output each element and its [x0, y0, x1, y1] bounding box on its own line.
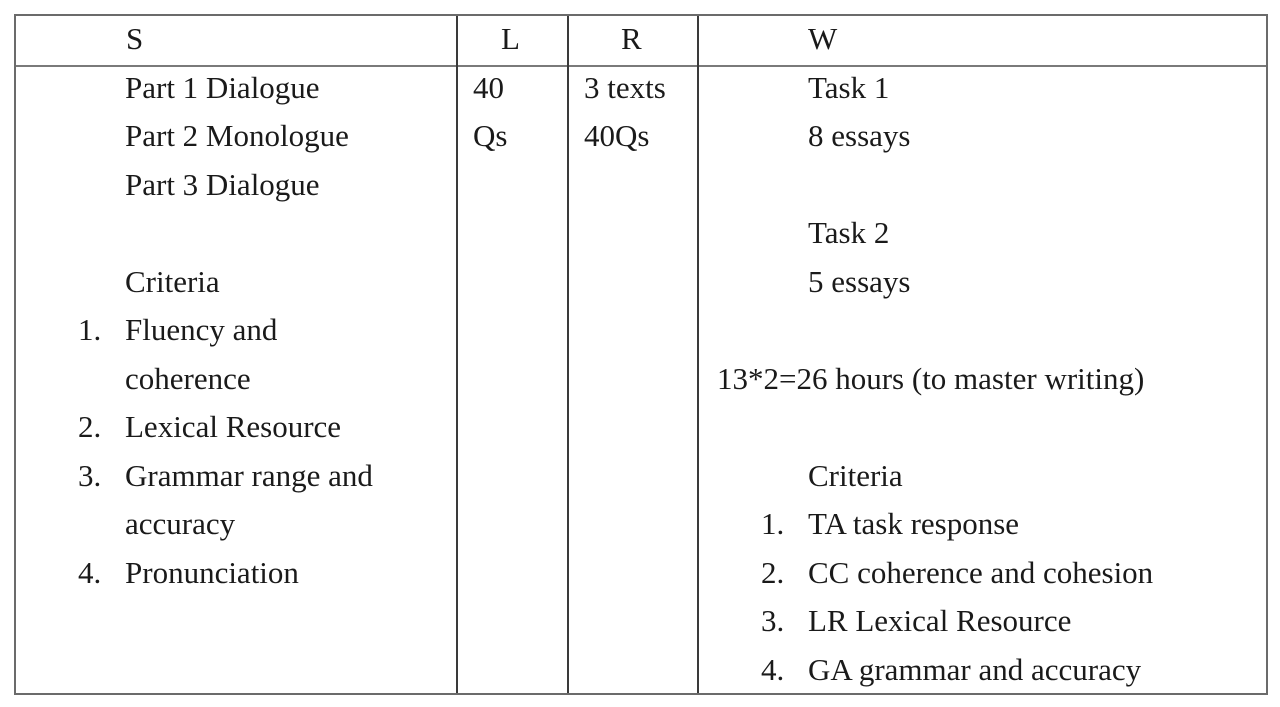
writing-criteria-title: Criteria	[808, 458, 903, 493]
speaking-part-3: Part 3 Dialogue	[125, 167, 320, 202]
header-speaking: S	[126, 21, 144, 56]
skills-table	[14, 14, 1268, 695]
writing-criteria-1-num: 1.	[761, 506, 785, 541]
writing-task1-detail: 8 essays	[808, 118, 911, 153]
speaking-criteria-1-line-1: Fluency and	[125, 312, 278, 347]
column-divider-r-w	[697, 16, 699, 693]
writing-task2-detail: 5 essays	[808, 264, 911, 299]
writing-task1-title: Task 1	[808, 70, 890, 105]
reading-line-2: 40Qs	[584, 118, 650, 153]
writing-criteria-1-text: TA task response	[808, 506, 1020, 541]
speaking-criteria-3-line-2: accuracy	[125, 506, 236, 541]
writing-task2-title: Task 2	[808, 215, 890, 250]
header-writing: W	[808, 21, 838, 56]
writing-hours-note: 13*2=26 hours (to master writing)	[717, 361, 1145, 396]
speaking-criteria-3-line-1: Grammar range and	[125, 458, 373, 493]
writing-criteria-2-text: CC coherence and cohesion	[808, 555, 1154, 590]
writing-criteria-3-num: 3.	[761, 603, 785, 638]
speaking-criteria-1-line-2: coherence	[125, 361, 251, 396]
reading-line-1: 3 texts	[584, 70, 666, 105]
speaking-part-2: Part 2 Monologue	[125, 118, 349, 153]
listening-line-2: Qs	[473, 118, 508, 153]
column-divider-l-r	[567, 16, 569, 693]
writing-criteria-2-num: 2.	[761, 555, 785, 590]
header-listening: L	[501, 21, 520, 56]
writing-criteria-3-text: LR Lexical Resource	[808, 603, 1072, 638]
speaking-criteria-2-num: 2.	[78, 409, 102, 444]
speaking-criteria-title: Criteria	[125, 264, 220, 299]
header-reading: R	[621, 21, 642, 56]
writing-criteria-4-text: GA grammar and accuracy	[808, 652, 1142, 687]
writing-criteria-4-num: 4.	[761, 652, 785, 687]
speaking-part-1: Part 1 Dialogue	[125, 70, 320, 105]
speaking-criteria-3-num: 3.	[78, 458, 102, 493]
speaking-criteria-4-line-1: Pronunciation	[125, 555, 299, 590]
speaking-criteria-2-line-1: Lexical Resource	[125, 409, 342, 444]
speaking-criteria-4-num: 4.	[78, 555, 102, 590]
column-divider-s-l	[456, 16, 458, 693]
speaking-criteria-1-num: 1.	[78, 312, 102, 347]
listening-line-1: 40	[473, 70, 504, 105]
